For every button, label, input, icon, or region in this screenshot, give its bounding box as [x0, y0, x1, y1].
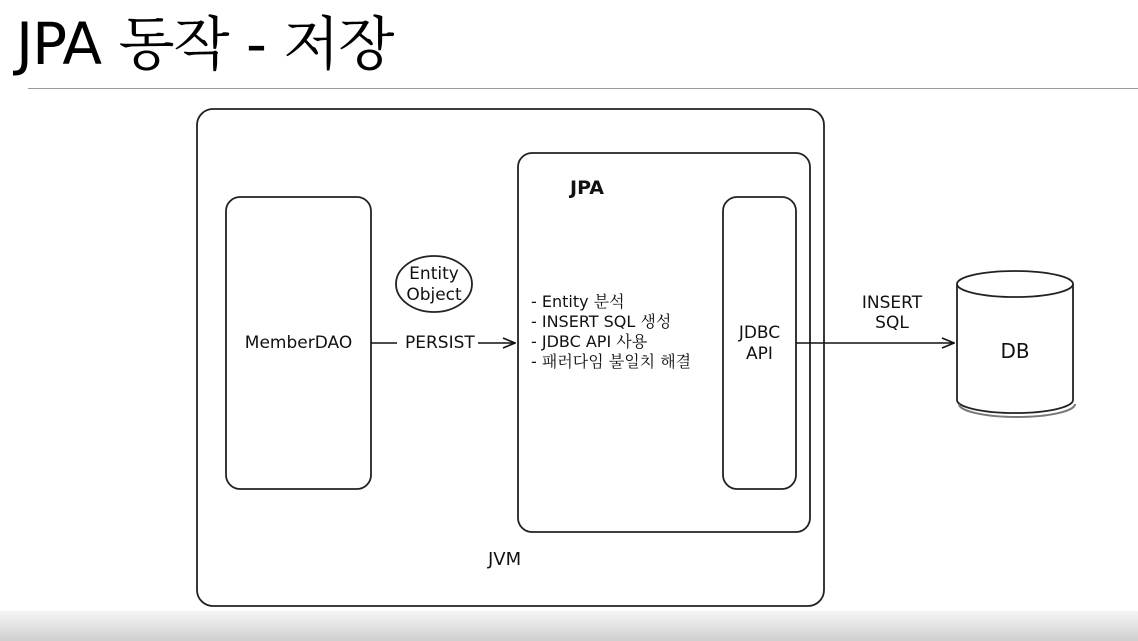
jdbc-api-line1: JDBC	[738, 323, 781, 343]
jdbc-api-line2: API	[746, 344, 773, 364]
insert-sql-label	[852, 293, 932, 333]
jpa-task-list	[531, 292, 691, 372]
bottom-shadow-band	[0, 611, 1138, 641]
jpa-task-item: - JDBC API 사용	[531, 332, 648, 351]
jvm-label: JVM	[488, 549, 522, 570]
entity-object-label	[396, 264, 472, 306]
member-dao-label: MemberDAO	[244, 333, 353, 353]
jpa-task-item: - INSERT SQL 생성	[531, 312, 672, 331]
jpa-task-item: - 패러다임 불일치 해결	[531, 352, 692, 371]
jpa-task-item: - Entity 분석	[531, 292, 625, 311]
page-title: JPA 동작 - 저장	[16, 10, 394, 78]
jdbc-api-label	[723, 323, 796, 365]
db-label: DB	[1000, 339, 1030, 363]
entity-object-line2: Object	[406, 285, 462, 305]
entity-object-line1: Entity	[409, 264, 459, 284]
jpa-label: JPA	[570, 177, 604, 199]
insert-sql-line2: SQL	[875, 313, 909, 333]
persist-label: PERSIST	[405, 333, 475, 353]
insert-sql-line1: INSERT	[861, 293, 923, 313]
